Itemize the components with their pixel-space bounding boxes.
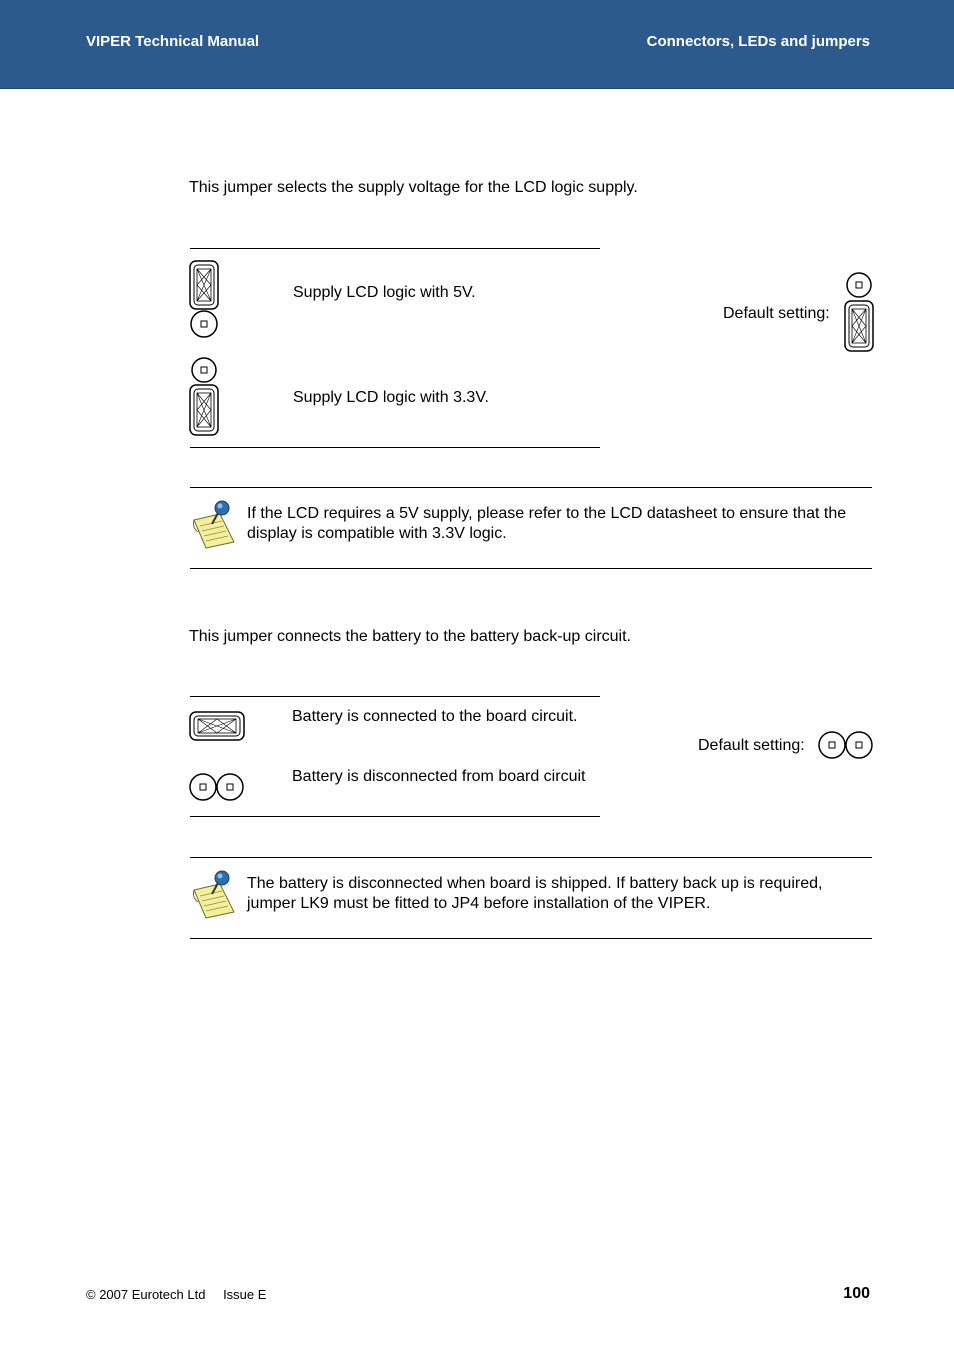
jumper-3pin-bottom-fitted-icon — [189, 357, 219, 437]
default-setting-label: Default setting: — [698, 737, 805, 754]
battery-connected-label: Battery is connected to the board circuit. — [292, 708, 578, 725]
page-header — [0, 0, 954, 89]
default-jumper-icon — [818, 729, 874, 761]
issue-text: Issue E — [223, 1287, 267, 1302]
note-rule-bottom — [190, 938, 872, 939]
option-5v-label: Supply LCD logic with 5V. — [293, 284, 476, 301]
lcd-intro: This jumper selects the supply voltage for the LCD logic supply. — [189, 179, 638, 196]
lcd-note-text: If the LCD requires a 5V supply, please refer to the LCD datasheet to ensure that the display is compatible with 3.3V logic. — [247, 505, 847, 542]
table-rule-bottom — [190, 447, 600, 448]
default-jumper-icon — [843, 272, 875, 354]
note-rule-top — [190, 487, 872, 488]
jumper-2pin-open-icon — [189, 771, 245, 803]
battery-disconnected-label: Battery is disconnected from board circuit — [292, 768, 586, 785]
table-rule-top — [190, 696, 600, 697]
note-pin-icon — [190, 498, 238, 550]
footer-left — [86, 1287, 280, 1302]
table-rule-bottom — [190, 816, 600, 817]
manual-title: VIPER Technical Manual — [86, 33, 260, 50]
battery-note-text: The battery is disconnected when board is shipped. If battery back up is required, jumper LK9 must be fitted to JP4 before installation of the VIPER. — [247, 875, 823, 912]
jumper-3pin-top-fitted-icon — [189, 259, 219, 339]
section-title: Connectors, LEDs and jumpers — [646, 33, 870, 50]
table-rule-top — [190, 248, 600, 249]
note-rule-top — [190, 857, 872, 858]
option-3v3-label: Supply LCD logic with 3.3V. — [293, 389, 489, 406]
jumper-2pin-fitted-icon — [189, 710, 245, 742]
default-setting-label: Default setting: — [723, 305, 830, 322]
page-number: 100 — [843, 1285, 870, 1302]
note-rule-bottom — [190, 568, 872, 569]
note-pin-icon — [190, 868, 238, 920]
copyright-text: © 2007 Eurotech Ltd — [86, 1287, 206, 1302]
battery-intro: This jumper connects the battery to the battery back-up circuit. — [189, 628, 631, 645]
